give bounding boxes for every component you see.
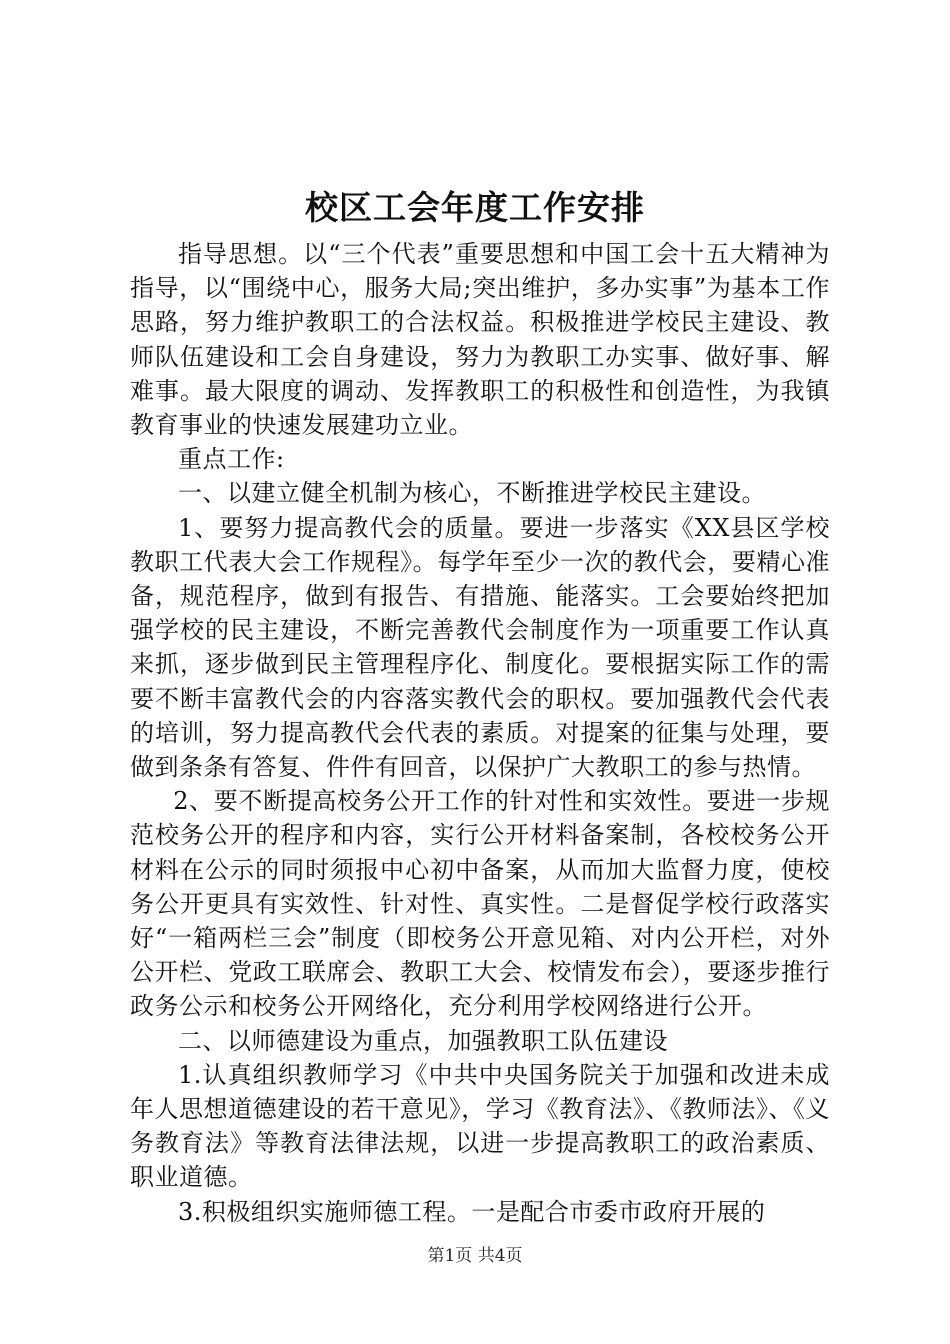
paragraph-item-1-2: 2、要不断提高校务公开工作的针对性和实效性。要进一步规范校务公开的程序和内容，实行公开材料备案制，各校校务公开材料在公示的同时须报中心初中备案，从而加大监督力度，使校务公开更具有实效性、针对性、真实性。二是督促学校行政落实好“一箱两栏三会”制度（即校务公开意见箱、对内公开栏，对外公开栏、党政工联席会、教职工大会、校情发布会），要逐步推行政务公示和校务公开网络化，充分利用学校网络进行公开。 xyxy=(130,787,830,1021)
paragraph-item-2-1: 1.认真组织教师学习《中共中央国务院关于加强和改进未成年人思想道德建设的若干意见》，学习《教育法》、《教师法》、《义务教育法》等教育法律法规，以进一步提高教职工的政治素质、职业道德。 xyxy=(130,1060,830,1192)
document-title: 校区工会年度工作安排 xyxy=(305,188,645,227)
page-number-footer: 第1页 共4页 xyxy=(427,1246,523,1266)
paragraph-section-two-heading: 二、以师德建设为重点，加强教职工队伍建设 xyxy=(178,1026,668,1055)
paragraph-item-1-1: 1、要努力提高教代会的质量。要进一步落实《XX县区学校教职工代表大会工作规程》。每学年至少一次的教代会，要精心准备，规范程序，做到有报告、有措施、能落实。工会要始终把加强学校的民主建设，不断完善教代会制度作为一项重要工作认真来抓，逐步做到民主管理程序化、制度化。要根据实际工作的需要不断丰富教代会的内容落实教代会的职权。要加强教代会代表的培训，努力提高教代会代表的素质。对提案的征集与处理，要做到条条有答复、件件有回音，以保护广大教职工的参与热情。 xyxy=(130,513,830,782)
document-body xyxy=(130,237,830,1229)
paragraph-section-one-heading: 一、以建立健全机制为核心，不断推进学校民主建设。 xyxy=(178,479,766,508)
paragraph-key-work-heading: 重点工作: xyxy=(178,445,285,474)
paragraph-item-2-3: 3.积极组织实施师德工程。一是配合市委市政府开展的 xyxy=(178,1197,766,1226)
paragraph-guiding-ideology: 指导思想。以“三个代表”重要思想和中国工会十五大精神为指导，以“围绕中心，服务大局;突出维护，多办实事”为基本工作思路，努力维护教职工的合法权益。积极推进学校民主建设、教师队伍建设和工会自身建设，努力为教职工办实事、做好事、解难事。最大限度的调动、发挥教职工的积极性和创造性，为我镇教育事业的快速发展建功立业。 xyxy=(130,240,830,440)
